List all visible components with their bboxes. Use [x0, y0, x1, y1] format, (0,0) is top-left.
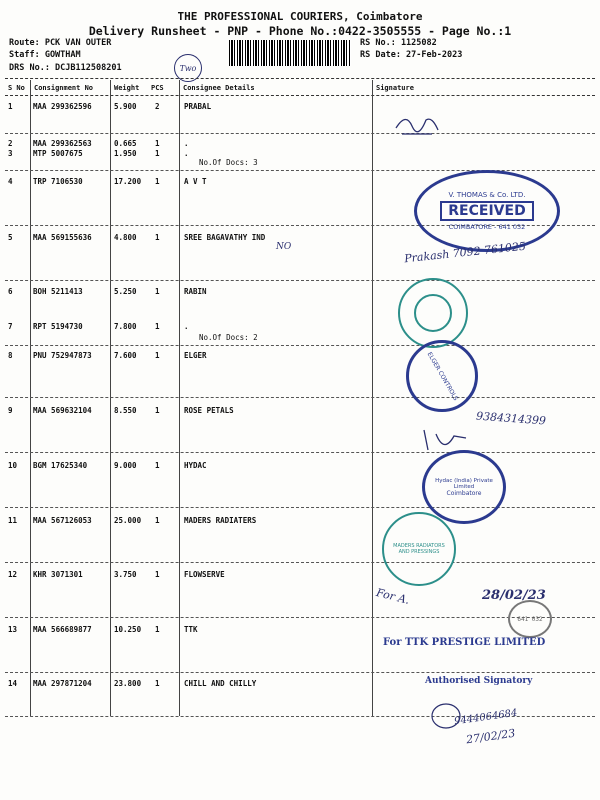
- col-signature: Signature: [376, 84, 414, 92]
- row-consignee: RABIN: [184, 287, 207, 296]
- row-pcs: 1: [155, 625, 160, 634]
- row-weight: 25.000: [114, 516, 142, 525]
- row-weight: 5.250: [114, 287, 137, 296]
- row-pcs: 1: [155, 149, 160, 158]
- company-title: THE PROFESSIONAL COURIERS, Coimbatore: [177, 10, 423, 23]
- row-sno: 1: [8, 102, 13, 111]
- row-sno: 12: [8, 570, 18, 579]
- row-consignee: ELGER: [184, 351, 207, 360]
- row-consignee: FLOWSERVE: [184, 570, 225, 579]
- row-divider: [5, 452, 595, 453]
- row-sno: 9: [8, 406, 13, 415]
- rabin-stamp: [398, 278, 468, 348]
- staff-label: Staff: GOWTHAM: [9, 50, 81, 60]
- row-consignment: MAA 569632104: [33, 406, 92, 415]
- runsheet-subtitle: Delivery Runsheet - PNP - Phone No.:0422-3505555 - Page No.:1: [88, 24, 512, 38]
- hydac-stamp: [422, 450, 506, 524]
- signature-row14: 9444064684: [453, 707, 519, 728]
- row-consignment: MAA 299362563: [33, 139, 92, 148]
- row-sno: 11: [8, 516, 18, 525]
- handwritten-phone: 9384314399: [475, 409, 547, 428]
- row-pcs: 1: [155, 516, 160, 525]
- row-divider: [5, 280, 595, 281]
- row-consignee: TTK: [184, 625, 198, 634]
- row-pcs: 1: [155, 177, 160, 186]
- elger-stamp: [406, 340, 478, 412]
- row-sno: 2: [8, 139, 13, 148]
- stamp-received: RECEIVED: [440, 201, 533, 221]
- row-consignee: ROSE PETALS: [184, 406, 234, 415]
- stamp-city: COIMBATORE - 641 032: [448, 223, 526, 231]
- docs-count: No.Of Docs: 3: [199, 158, 258, 167]
- row-weight: 9.000: [114, 461, 137, 470]
- row-consignee: .: [184, 149, 189, 158]
- row-sno: 6: [8, 287, 13, 296]
- row-weight: 4.800: [114, 233, 137, 242]
- drs-number: DRS No.: DCJB112508201: [9, 63, 122, 73]
- row-consignment: MAA 566689877: [33, 625, 92, 634]
- row-divider: [5, 672, 595, 673]
- row-weight: 23.800: [114, 679, 142, 688]
- stamp-company: V. THOMAS & Co. LTD.: [448, 191, 526, 199]
- flowserve-stamp: 641 032: [508, 600, 552, 638]
- docs-count: No.Of Docs: 2: [199, 333, 258, 342]
- row-divider: [5, 507, 595, 508]
- header-bottom-rule: [5, 95, 595, 96]
- route-label: Route: PCK VAN OUTER: [9, 38, 112, 48]
- row-consignee: CHILL AND CHILLY: [184, 679, 257, 688]
- row-pcs: 1: [155, 139, 160, 148]
- row-divider: [5, 397, 595, 398]
- stamp-elger-text: ELGER CONTROLS: [425, 350, 459, 402]
- header-top-rule: [5, 78, 595, 79]
- row-consignment: RPT 5194730: [33, 322, 83, 331]
- row-divider: [5, 617, 595, 618]
- row-divider: [5, 133, 595, 134]
- col-weight: Weight: [114, 84, 140, 92]
- row-weight: 5.900: [114, 102, 137, 111]
- row-sno: 5: [8, 233, 13, 242]
- row-consignment: BGM 17625340: [33, 461, 88, 470]
- column-divider: [110, 80, 111, 716]
- signature-scribble: [428, 700, 464, 732]
- row-sno: 3: [8, 149, 13, 158]
- signature-row1: [392, 108, 442, 138]
- thomas-received-stamp: [414, 170, 560, 252]
- row-pcs: 1: [155, 351, 160, 360]
- handwritten-phone: Prakash 7092 761025: [403, 239, 527, 266]
- row-consignee: SREE BAGAVATHY IND: [184, 233, 266, 242]
- row-pcs: 1: [155, 287, 160, 296]
- row-weight: 1.950: [114, 149, 137, 158]
- col-pcs: PCS: [151, 84, 164, 92]
- row-consignment: MAA 569155636: [33, 233, 92, 242]
- row-sno: 7: [8, 322, 13, 331]
- col-sno: S No: [8, 84, 25, 92]
- row-consignment: MAA 567126053: [33, 516, 92, 525]
- row-consignment: BOH 5211413: [33, 287, 83, 296]
- maders-stamp: [382, 512, 456, 586]
- column-divider: [30, 80, 31, 716]
- row-pcs: 1: [155, 406, 160, 415]
- handwritten-date: 27/02/23: [465, 726, 517, 747]
- row-weight: 7.600: [114, 351, 137, 360]
- handwritten-date: 28/02/23: [482, 588, 546, 603]
- row-consignment: MTP 5007675: [33, 149, 83, 158]
- row-consignee: A V T: [184, 177, 207, 186]
- row-sno: 14: [8, 679, 18, 688]
- row-divider: [5, 345, 595, 346]
- row-weight: 3.750: [114, 570, 137, 579]
- row-sno: 13: [8, 625, 18, 634]
- row-consignee: MADERS RADIATERS: [184, 516, 257, 525]
- col-consignment: Consignment No: [34, 84, 94, 92]
- signature-row12: For A.: [374, 586, 411, 607]
- row-pcs: 1: [155, 322, 160, 331]
- row-pcs: 1: [155, 461, 160, 470]
- row-weight: 7.800: [114, 322, 137, 331]
- row-sno: 4: [8, 177, 13, 186]
- row-consignment: MAA 299362596: [33, 102, 92, 111]
- row-consignment: TRP 7106530: [33, 177, 83, 186]
- row-consignee: .: [184, 322, 189, 331]
- circled-note: Two: [174, 54, 202, 82]
- row-pcs: 1: [155, 570, 160, 579]
- row-consignee: HYDAC: [184, 461, 207, 470]
- row-consignment: KHR 3071301: [33, 570, 83, 579]
- row-consignment: MAA 297871204: [33, 679, 92, 688]
- barcode-image: [229, 40, 351, 66]
- row-sno: 8: [8, 351, 13, 360]
- row-weight: 17.200: [114, 177, 142, 186]
- row-sno: 10: [8, 461, 18, 470]
- handwritten-note: NO: [276, 242, 292, 252]
- row-consignee: .: [184, 139, 189, 148]
- col-consignee: Consignee Details: [183, 84, 255, 92]
- row-weight: 0.665: [114, 139, 137, 148]
- stamp-maders-text: MADERS RADIATORS AND PRESSINGS: [393, 543, 445, 555]
- rs-number: RS No.: 1125082: [360, 38, 437, 48]
- column-divider: [179, 80, 180, 716]
- stamp-hydac-city: Coimbatore: [446, 489, 482, 497]
- row-consignment: PNU 752947873: [33, 351, 92, 360]
- row-divider: [5, 562, 595, 563]
- ttk-signatory-stamp: Authorised Signatory: [425, 676, 533, 686]
- column-divider: [372, 80, 373, 716]
- row-pcs: 1: [155, 233, 160, 242]
- row-pcs: 1: [155, 679, 160, 688]
- stamp-hydac-name: Hydac (India) Private Limited: [435, 477, 493, 490]
- row-consignee: PRABAL: [184, 102, 212, 111]
- row-pcs: 2: [155, 102, 160, 111]
- row-weight: 8.550: [114, 406, 137, 415]
- ttk-company-stamp: For TTK PRESTIGE LIMITED: [383, 637, 546, 648]
- row-weight: 10.250: [114, 625, 142, 634]
- rs-date: RS Date: 27-Feb-2023: [360, 50, 463, 60]
